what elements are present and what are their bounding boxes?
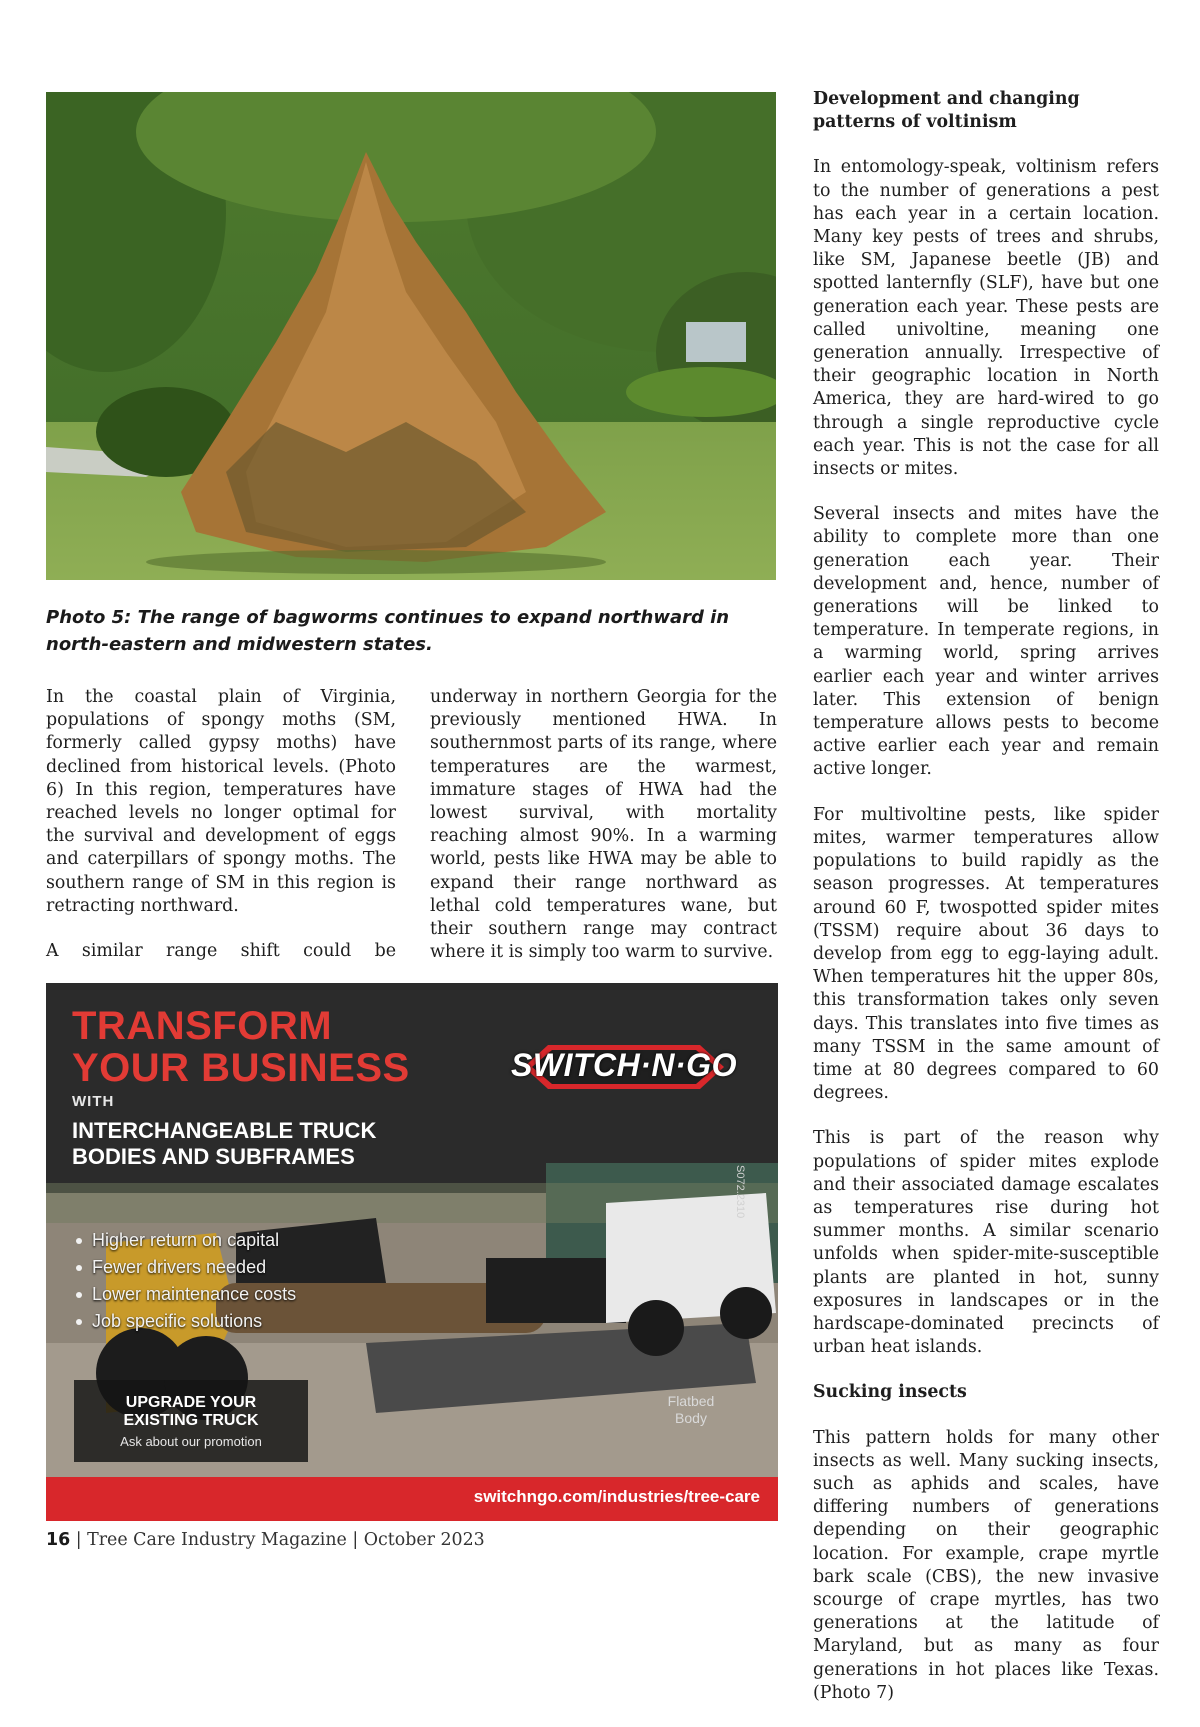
left-paragraph-2: A similar range shift could be <box>46 941 396 962</box>
upgrade-line2: EXISTING TRUCK <box>123 1412 259 1429</box>
upgrade-promo-box <box>74 1380 308 1462</box>
switchngo-advertisement[interactable] <box>46 983 778 1521</box>
flatbed-line1: Flatbed <box>667 1393 715 1409</box>
right-paragraph-5: This pattern holds for many other insects as well. Many sucking insects, such as aphids and scales, have differing numbers of generations depending on their geographic location. For example, crape myrtle bark scale (CBS), the new invasive scourge of crape myrtles, has two generations at the latitude of Maryland, but as many as four generations in hot places like Texas. (Photo 7) <box>813 1427 1159 1703</box>
benefit-label: Fewer drivers needed <box>92 1257 267 1277</box>
middle-paragraph-1: underway in northern Georgia for the previously mentioned HWA. In southernmost parts of its range, where temperatures are the warmest, immature stages of HWA had the lowest survival, with mortality reaching almost 90%. In a warming world, pests like HWA may be able to expand their range northward as lethal cold temperatures wane, but their southern range may contract where it is simply too warm to survive. <box>430 687 777 963</box>
benefit-label: Higher return on capital <box>92 1230 280 1250</box>
right-paragraph-1: In entomology-speak, voltinism refers to the number of generations a pest has each year in a certain location. Many key pests of trees and shrubs, like SM, Japanese beetle (JB) and spotted lanternfly (SLF), have but one generation each year. These pests are called univoltine, meaning one generation annually. Irrespective of their geographic location in North America, they are hard-wired to go through a single reproductive cycle each year. This is not the case for all insects or mites. <box>813 157 1159 480</box>
logo-text: SWITCH·N·GO <box>511 1047 737 1083</box>
benefit-item <box>76 1281 296 1308</box>
bullet-icon <box>76 1319 82 1325</box>
benefit-item <box>76 1308 296 1335</box>
left-column <box>46 686 396 985</box>
bullet-icon <box>76 1238 82 1244</box>
ad-subheadline-line2: BODIES AND SUBFRAMES <box>72 1144 355 1169</box>
bullet-icon <box>76 1292 82 1298</box>
ad-code: S072.2310 <box>734 1165 746 1219</box>
benefit-item <box>76 1227 296 1254</box>
bagworm-tree-image <box>46 92 776 580</box>
ad-url-link[interactable]: switchngo.com/industries/tree-care <box>473 1487 760 1506</box>
ad-benefits-list <box>76 1227 296 1335</box>
section-heading-sucking-insects: Sucking insects <box>813 1382 967 1403</box>
ad-subheadline-line1: INTERCHANGEABLE TRUCK <box>72 1118 377 1143</box>
benefit-label: Lower maintenance costs <box>92 1284 297 1304</box>
flatbed-label <box>646 1393 736 1427</box>
upgrade-line1: UPGRADE YOUR <box>125 1394 257 1411</box>
right-paragraph-3: For multivoltine pests, like spider mites, warmer temperatures allow populations to build rapidly as the season progresses. At temperatures around 60 F, twospotted spider mites (TSSM) require about 36 days to develop from egg to egg-laying adult. When temperatures hit the upper 80s, this transformation takes only seven days. This translates into five times as many TSSM in the same amount of time at 80 degrees compared to 60 degrees. <box>813 804 1159 1104</box>
switchngo-logo <box>504 1039 744 1095</box>
page-number: 16 <box>46 1530 71 1550</box>
page-footer <box>46 1530 485 1550</box>
left-paragraph-1: In the coastal plain of Virginia, populations of spongy moths (SM, formerly called gypsy moths) have declined from historical levels. (Photo 6) In this region, temperatures have reached levels no longer optimal for the survival and development of eggs and caterpillars of spongy moths. The southern range of SM in this region is retracting northward. <box>46 687 396 916</box>
bagworm-photo <box>46 92 776 580</box>
ad-headline-line1: TRANSFORM <box>72 1004 333 1048</box>
bullet-icon <box>76 1265 82 1271</box>
benefit-label: Job specific solutions <box>92 1311 263 1331</box>
ad-url-bar <box>46 1477 778 1521</box>
flatbed-line2: Body <box>675 1410 707 1426</box>
right-column <box>813 88 1159 1727</box>
middle-column <box>430 686 777 986</box>
ad-headline <box>72 1005 410 1089</box>
photo-caption: Photo 5: The range of bagworms continues to expand northward in north-eastern and midwestern states. <box>46 607 730 655</box>
upgrade-line3: Ask about our promotion <box>120 1434 262 1449</box>
section-heading-voltinism: Development and changing patterns of voltinism <box>813 89 1080 133</box>
right-paragraph-4: This is part of the reason why populations of spider mites explode and their associated damage escalates as temperatures rise during hot summer months. A similar scenario unfolds when spider-mite-susceptible plants are planted in hot, sunny exposures in landscapes or in the hardscape-dominated precincts of urban heat islands. <box>813 1128 1159 1358</box>
ad-subheadline <box>72 1118 376 1170</box>
benefit-item <box>76 1254 296 1281</box>
ad-headline-line2: YOUR BUSINESS <box>72 1046 410 1090</box>
footer-text: | Tree Care Industry Magazine | October 2023 <box>70 1530 485 1550</box>
right-paragraph-2: Several insects and mites have the ability to complete more than one generation each year. Their development and, hence, number of generations will be linked to temperature. In temperate regions, in a warming world, spring arrives earlier each year and winter arrives later. This extension of benign temperature allows pests to become active earlier each year and remain active longer. <box>813 504 1159 780</box>
ad-with-label: WITH <box>72 1093 115 1110</box>
